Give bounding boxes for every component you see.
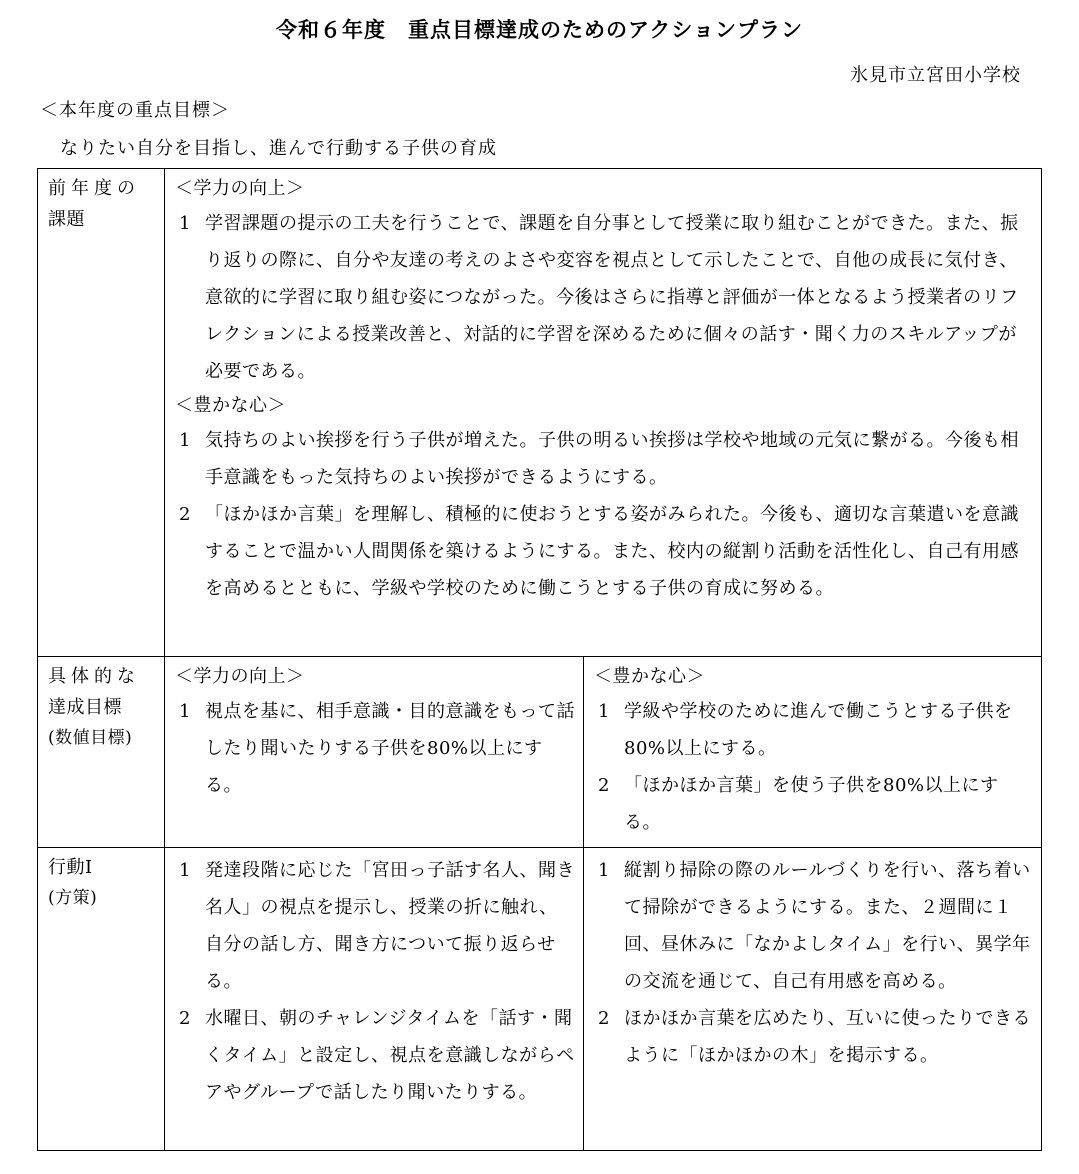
issues-academic-item (175, 205, 1031, 390)
actions-academic-item (175, 852, 575, 1000)
item-text: ほかほか言葉を広めたり、互いに使ったりできるように「ほかほかの木」を掲示する。 (624, 1008, 1031, 1066)
item-text: 「ほかほか言葉」を使う子供を80%以上にする。 (624, 775, 999, 833)
goal-label: ＜本年度の重点目標＞ (40, 100, 230, 121)
item-number: 1 (179, 213, 191, 234)
targets-label (38, 657, 165, 848)
issues-content (165, 169, 1042, 657)
actions-heart-item (594, 1000, 1033, 1074)
issues-label (38, 169, 165, 657)
targets-heart (584, 657, 1042, 848)
item-number: 2 (598, 775, 610, 796)
issues-row (38, 169, 1042, 657)
actions-academic (165, 848, 584, 1151)
actions-row (38, 848, 1042, 1151)
issues-heart-item (175, 422, 1031, 496)
item-text: 学級や学校のために進んで働こうとする子供を80%以上にする。 (624, 701, 1013, 759)
targets-academic (165, 657, 584, 848)
issues-heart-title: ＜豊かな心＞ (175, 395, 286, 416)
targets-heart-title: ＜豊かな心＞ (594, 666, 705, 687)
item-number: 1 (179, 701, 191, 722)
item-number: 2 (179, 504, 191, 525)
actions-label (38, 848, 165, 1151)
targets-heart-item (594, 767, 1033, 841)
targets-row (38, 657, 1042, 848)
targets-heart-item (594, 693, 1033, 767)
targets-label-line3: (数値目標) (48, 728, 133, 748)
item-number: 1 (179, 430, 191, 451)
actions-heart-item (594, 852, 1033, 1000)
item-text: 縦割り掃除の際のルールづくりを行い、落ち着いて掃除ができるようにする。また、２週間に１回、昼休みに「なかよしタイム」を行い、異学年の交流を通じて、自己有用感を高める。 (624, 860, 1031, 992)
item-text: 発達段階に応じた「宮田っ子話す名人、聞き名人」の視点を提示し、授業の折に触れ、自分の話し方、聞き方について振り返らせる。 (205, 860, 575, 992)
issues-academic-title: ＜学力の向上＞ (175, 178, 305, 199)
item-text: 「ほかほか言葉」を理解し、積極的に使おうとする姿がみられた。今後も、適切な言葉遣いを意識することで温かい人間関係を築けるようにする。また、校内の縦割り活動を活性化し、自己有用感を高めるとともに、学級や学校のために働こうとする子供の育成に努める。 (205, 504, 1019, 599)
targets-label-line2: 達成目標 (48, 697, 122, 718)
actions-heart (584, 848, 1042, 1151)
actions-academic-item (175, 1000, 575, 1111)
issues-label-line1: 前年度の (48, 178, 140, 199)
item-text: 視点を基に、相手意識・目的意識をもって話したり聞いたりする子供を80%以上にする。 (205, 701, 575, 796)
document-title: 令和６年度 重点目標達成のためのアクションプラン (276, 18, 803, 42)
item-text: 気持ちのよい挨拶を行う子供が増えた。子供の明るい挨拶は学校や地域の元気に繋がる。今後も相手意識をもった気持ちのよい挨拶ができるようにする。 (205, 430, 1019, 488)
targets-label-line1: 具体的な (48, 666, 140, 687)
action-plan-table (37, 168, 1042, 1151)
issues-heart-item (175, 496, 1031, 607)
item-number: 1 (598, 701, 610, 722)
targets-academic-title: ＜学力の向上＞ (175, 666, 305, 687)
school-name: 氷見市立宮田小学校 (850, 65, 1021, 86)
item-number: 1 (598, 860, 610, 881)
item-text: 学習課題の提示の工夫を行うことで、課題を自分事として授業に取り組むことができた。また、振り返りの際に、自分や友達の考えのよさや変容を視点として示したことで、自他の成長に気付き、意欲的に学習に取り組む姿につながった。今後はさらに指導と評価が一体となるよう授業者のリフレクションによる授業改善と、対話的に学習を深めるために個々の話す・聞く力のスキルアップが必要である。 (205, 213, 1019, 382)
actions-label-line2: (方策) (48, 888, 98, 908)
item-number: 2 (598, 1008, 610, 1029)
actions-label-line1: 行動Ⅰ (48, 857, 93, 878)
targets-academic-item (175, 693, 575, 804)
item-text: 水曜日、朝のチャレンジタイムを「話す・聞くタイム」と設定し、視点を意識しながらペアやグループで話したり聞いたりする。 (205, 1008, 575, 1103)
item-number: 1 (179, 860, 191, 881)
item-number: 2 (179, 1008, 191, 1029)
issues-label-line2: 課題 (48, 209, 85, 230)
goal-text: なりたい自分を目指し、進んで行動する子供の育成 (60, 138, 497, 159)
